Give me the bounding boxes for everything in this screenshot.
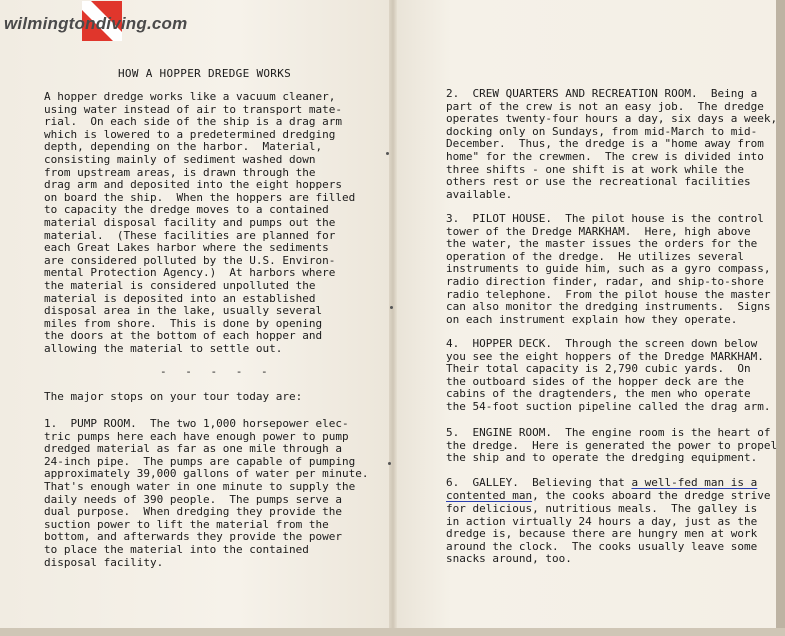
page-title: HOW A HOPPER DREDGE WORKS	[118, 67, 292, 80]
intro-paragraph: A hopper dredge works like a vacuum cleaner, using water instead of air to transport mate- rial. On each side of the ship is a drag arm which is lowered to a predetermined dredging depth, depending on the harbor. Material, consisting mainly of sediment washed down from upstream areas, is drawn through the drag arm and deposited into the eight hoppers on board the ship. When the hoppers are filled to capacity the dredge moves to a contained material disposal facility and pumps out the material. (These facilities are planned for each Great Lakes harbor where the sediments are considered polluted by the U.S. Environ- mental Protection Agency.) At harbors where the material is considered unpolluted the material is deposited into an established disposal area in the lake, usually several miles from shore. This is done by opening the doors at the bottom of each hopper and allowing the material to settle out.	[44, 90, 356, 355]
scan-speck	[386, 152, 389, 155]
stop-1-pump-room: 1. PUMP ROOM. The two 1,000 horsepower elec- tric pumps here each have enough power to pump dredged material as far as one mile through a 24-inch pipe. The pumps are capable of pumping approximately 39,000 gallons of water per minute. That's enough water in one minute to supply the daily needs of 390 people. The pumps serve a dual purpose. When dredging they provide the suction power to lift the material from the bottom, and afterwards they provide the power to place the material into the contained disposal facility.	[44, 417, 369, 569]
page-gutter	[389, 0, 397, 636]
page-edge-right	[776, 0, 785, 636]
galley-lead: 6. GALLEY. Believing that	[446, 476, 632, 489]
page-edge-bottom	[0, 628, 785, 636]
stop-2-crew-quarters: 2. CREW QUARTERS AND RECREATION ROOM. Being a part of the crew is not an easy job. The dredge operates twenty-four hours a day, six days a week, docking only on Sundays, from mid-March to mid- December. Thus, the dredge is a "home away from home" for the crewmen. The crew is divided into three shifts - one shift is at work while the others rest or use the recreational facilities available.	[446, 87, 778, 201]
underlined-phrase: a well-fed man is a	[631, 476, 758, 489]
stop-3-pilot-house: 3. PILOT HOUSE. The pilot house is the control tower of the Dredge MARKHAM. Here, high above the water, the master issues the orders for the operation of the dredge. He utilizes several instruments to guide him, such as a gyro compass, radio direction finder, radar, and ship-to-shore radio telephone. From the pilot house the master can also monitor the dredging instruments. Signs on each instrument explain how they operate.	[446, 212, 771, 326]
watermark-logo: wilmingtondiving.com	[4, 14, 188, 33]
major-stops-heading: The major stops on your tour today are:	[44, 390, 303, 403]
stop-5-engine-room: 5. ENGINE ROOM. The engine room is the heart of the dredge. Here is generated the power to propel the ship and to operate the dredging equipment.	[446, 426, 778, 465]
stop-4-hopper-deck: 4. HOPPER DECK. Through the screen down below you see the eight hoppers of the Dredge MARKHAM. Their total capacity is 2,790 cubic yards. On the outboard sides of the hopper deck are the cabins of the dragtenders, the men who operate the 54-foot suction pipeline called the drag arm.	[446, 337, 771, 413]
separator: - - - - -	[160, 365, 274, 378]
scan-speck	[390, 306, 393, 309]
stop-6-galley-body: for delicious, nutritious meals. The galley is in action virtually 24 hours a day, just as the dredge is, because there are hungry men at work around the clock. The cooks usually leave some snacks around, too.	[446, 502, 758, 566]
stop-6-galley-line2	[446, 490, 771, 503]
stop-6-galley	[446, 477, 757, 490]
galley-line2-rest: , the cooks aboard the dredge strive	[532, 489, 771, 502]
underlined-phrase-cont: contented man	[446, 489, 533, 502]
scan-speck	[388, 462, 391, 465]
